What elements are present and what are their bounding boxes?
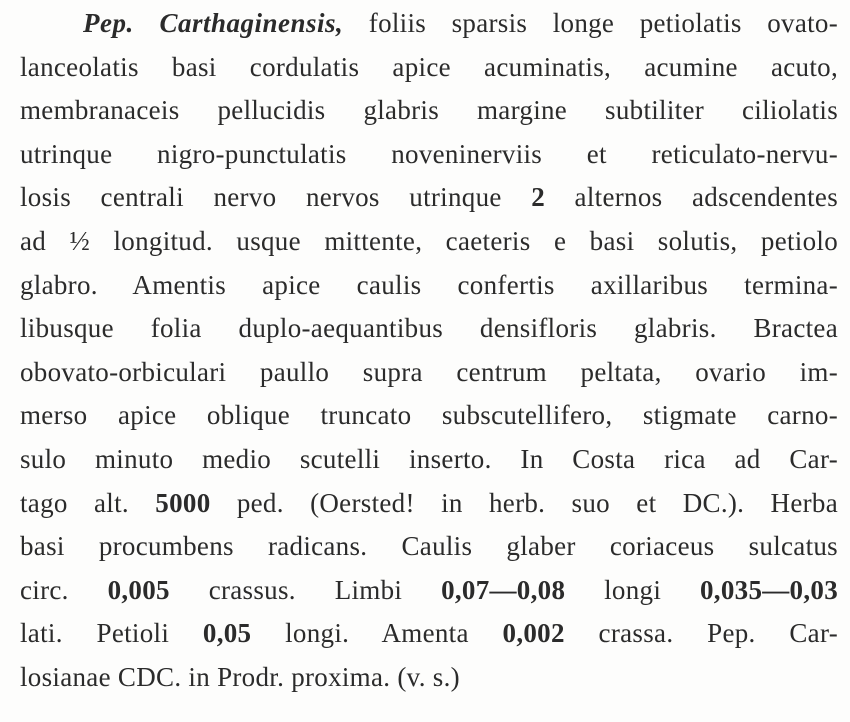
bold-number: 0,07—0,08 [441, 574, 566, 605]
text-line [20, 612, 838, 656]
text-segment: circ. [20, 574, 108, 605]
text-line [20, 2, 838, 46]
bold-number: 0,005 [107, 574, 170, 605]
text-line [20, 569, 838, 613]
bold-number: 5000 [155, 487, 211, 518]
bold-number: 0,035—0,03 [700, 574, 838, 605]
text-line: libusque folia duplo-aequantibus densifloris glabris. Bractea [20, 313, 838, 344]
text-segment: alternos adscendentes [545, 182, 838, 213]
text-segment: crassa. Pep. Car- [564, 618, 839, 649]
text-line: obovato-orbiculari paullo supra centrum peltata, ovario im- [20, 356, 838, 387]
text-segment: longi. Amenta [251, 618, 503, 649]
text-line: basi procumbens radicans. Caulis glaber coriaceus sulcatus [20, 531, 838, 562]
text-line: lanceolatis basi cordulatis apice acuminatis, acumine acuto, [20, 51, 838, 82]
text-line [20, 176, 838, 220]
text-segment: foliis sparsis longe petiolatis ovato- [343, 8, 838, 38]
bold-number: 0,002 [502, 618, 565, 649]
text-line: sulo minuto medio scutelli inserto. In Costa rica ad Car- [20, 443, 838, 474]
text-segment: tago alt. [20, 487, 156, 518]
text-segment: lati. Petioli [20, 618, 203, 649]
text-segment: losis centrali nervo nervos utrinque [20, 182, 532, 213]
text-line: glabro. Amentis apice caulis confertis axillaribus termina- [20, 269, 838, 300]
text-line: losianae CDC. in Prodr. proxima. (v. s.) [20, 661, 460, 692]
text-segment: crassus. Limbi [169, 574, 442, 605]
bold-number: 2 [531, 182, 546, 213]
text-segment: longi [565, 574, 700, 605]
text-line: membranaceis pellucidis glabris margine subtiliter ciliolatis [20, 95, 838, 126]
text-line: utrinque nigro-punctulatis noveninerviis et reticulato-nervu- [20, 138, 838, 169]
text-line: merso apice oblique truncato subscutellifero, stigmate carno- [20, 400, 838, 431]
taxon-name: Pep. Carthaginensis, [83, 8, 344, 38]
text-line: ad ½ longitud. usque mittente, caeteris e basi solutis, petiolo [20, 225, 838, 256]
bold-number: 0,05 [202, 618, 252, 649]
species-description [20, 0, 838, 700]
text-segment: ped. (Oersted! in herb. suo et DC.). Herba [210, 487, 838, 518]
text-line [20, 482, 838, 526]
